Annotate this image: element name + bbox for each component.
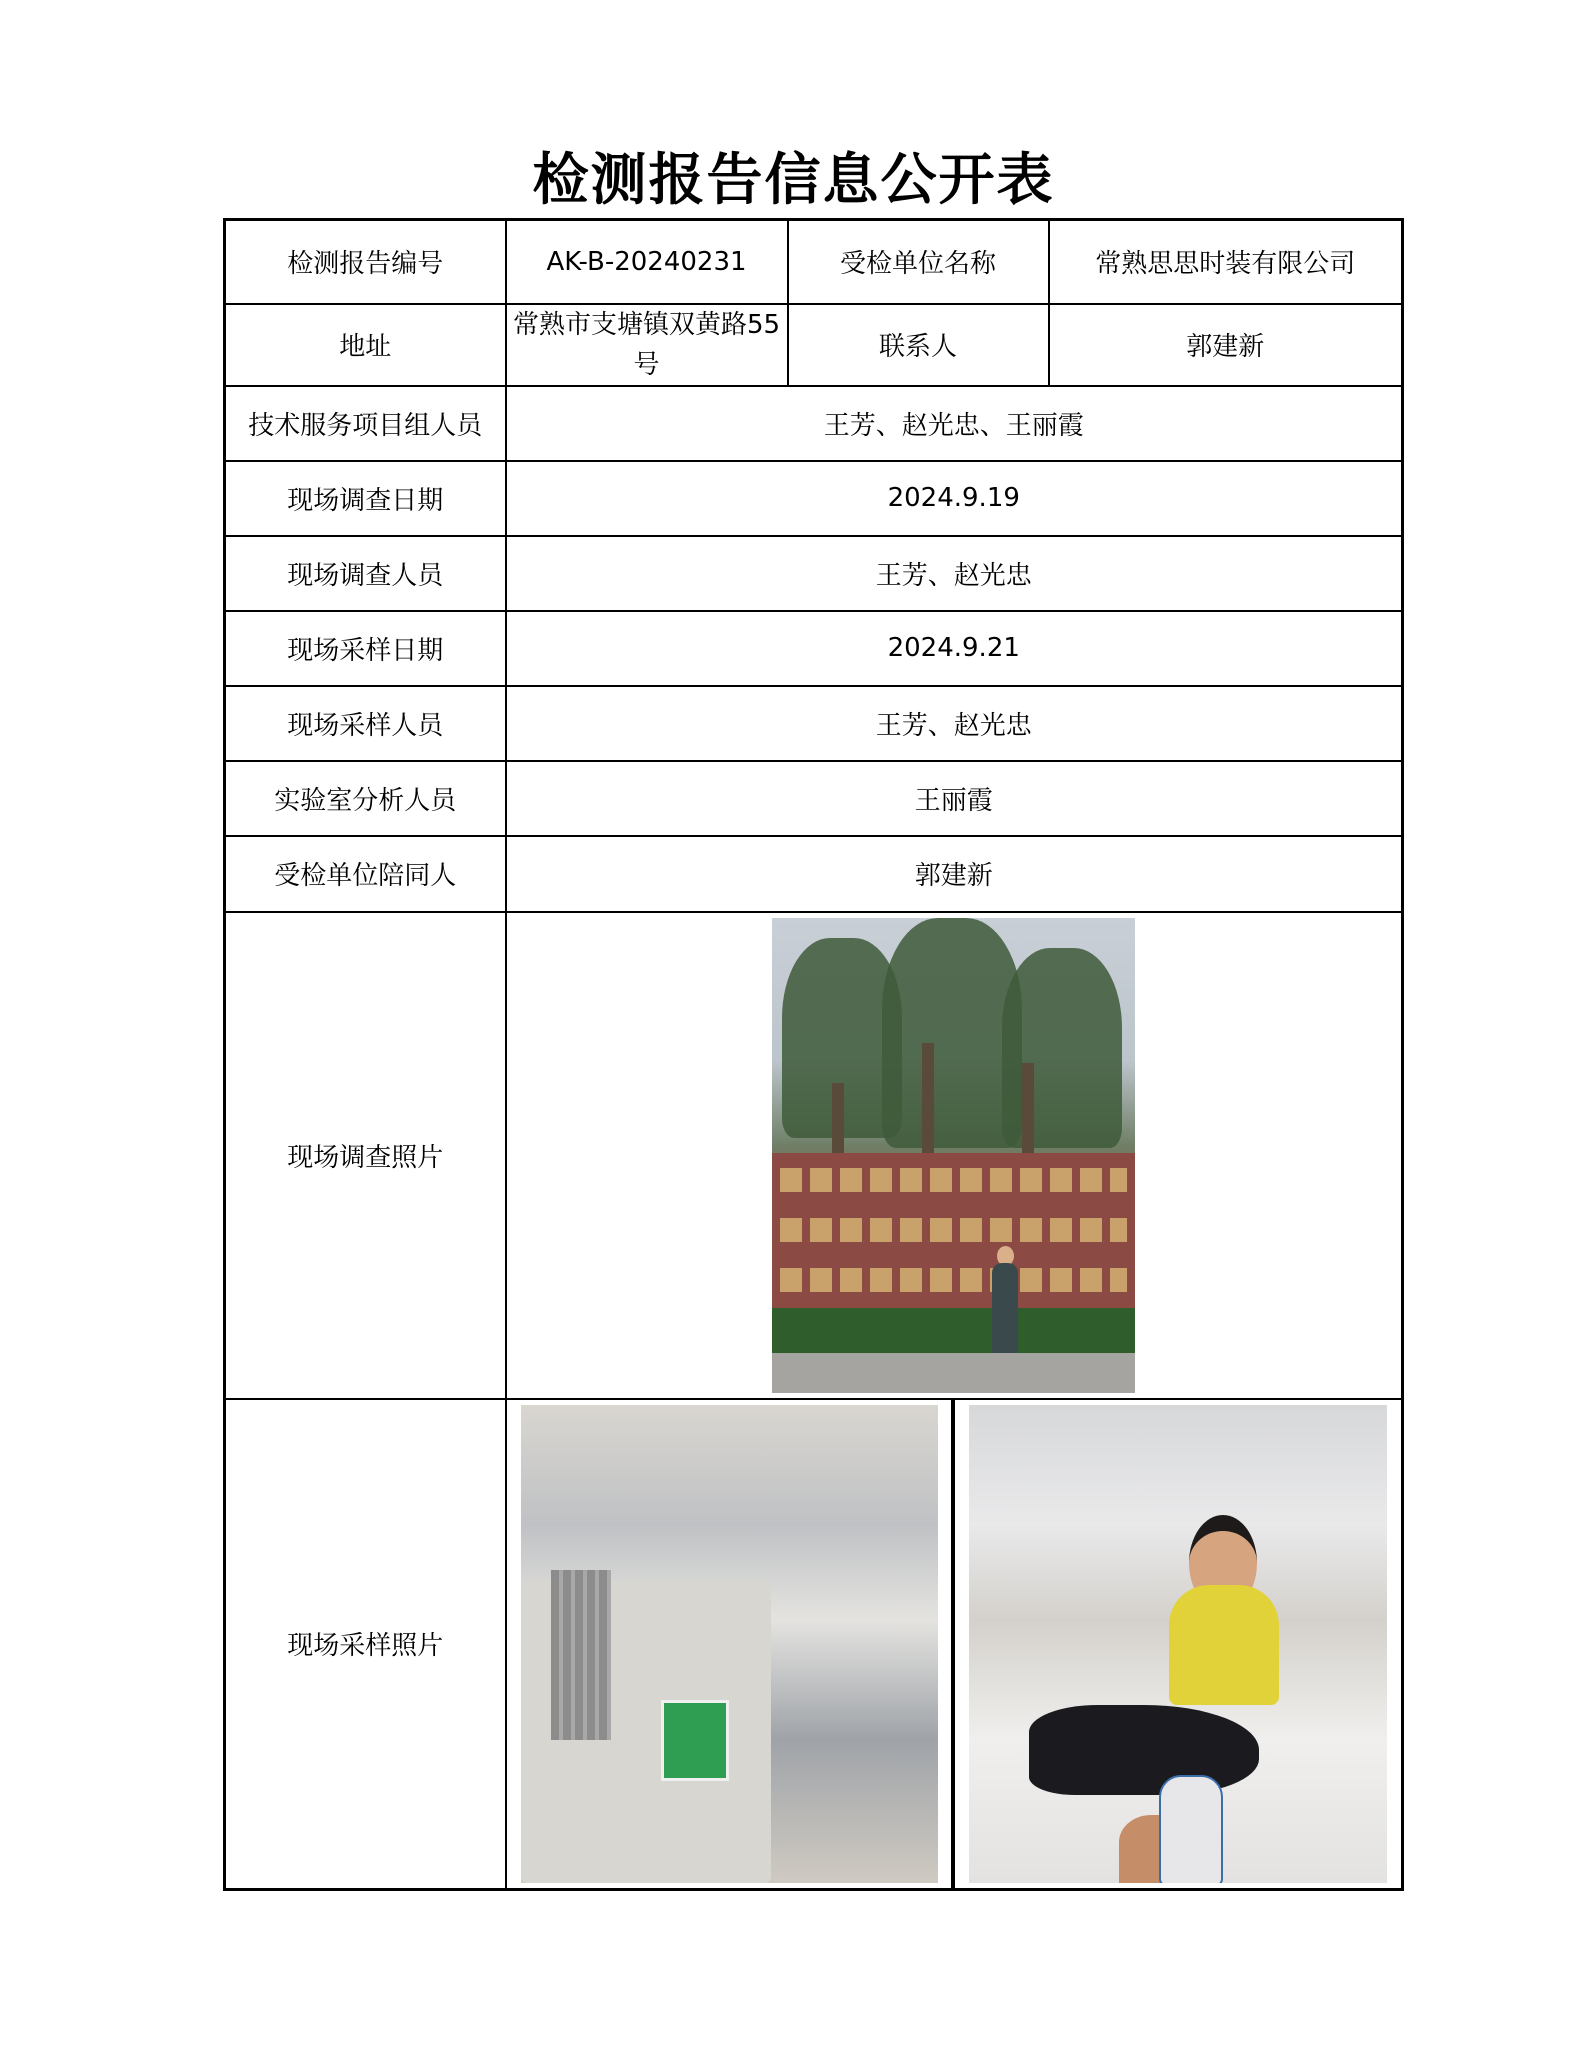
page-title: 检测报告信息公开表 [532, 147, 1055, 213]
table-row [225, 461, 1403, 536]
survey-staff-label: 现场调查人员 [225, 536, 506, 611]
lab-label: 实验室分析人员 [225, 761, 506, 836]
sampling-date-label: 现场采样日期 [225, 611, 506, 686]
sampling-photo-cell [506, 1399, 1403, 1890]
table-row [225, 304, 1403, 386]
sampling-photo-2 [969, 1405, 1387, 1883]
survey-photo-label: 现场调查照片 [225, 912, 506, 1399]
sampling-staff-label: 现场采样人员 [225, 686, 506, 761]
team-value: 王芳、赵光忠、王丽霞 [506, 386, 1403, 461]
photo-divider [951, 1400, 955, 1888]
report-no-label: 检测报告编号 [225, 220, 506, 304]
contact-value: 郭建新 [1049, 304, 1403, 386]
table-row [225, 1399, 1403, 1890]
survey-staff-value: 王芳、赵光忠 [506, 536, 1403, 611]
sampling-staff-value: 王芳、赵光忠 [506, 686, 1403, 761]
address-label: 地址 [225, 304, 506, 386]
sampling-photo-1 [521, 1405, 938, 1883]
table-row [225, 686, 1403, 761]
survey-photo-cell [506, 912, 1403, 1399]
team-label: 技术服务项目组人员 [225, 386, 506, 461]
survey-photo [772, 918, 1135, 1393]
table-row [225, 536, 1403, 611]
table-row [225, 912, 1403, 1399]
sampling-date-value: 2024.9.21 [506, 611, 1403, 686]
escort-label: 受检单位陪同人 [225, 836, 506, 912]
report-no-value: AK-B-20240231 [506, 220, 788, 304]
survey-date-label: 现场调查日期 [225, 461, 506, 536]
contact-label: 联系人 [788, 304, 1049, 386]
address-value: 常熟市支塘镇双黄路55号 [506, 304, 788, 386]
sampling-photo-label: 现场采样照片 [225, 1399, 506, 1890]
table-row [225, 761, 1403, 836]
lab-value: 王丽霞 [506, 761, 1403, 836]
table-row [225, 836, 1403, 912]
unit-value: 常熟思思时装有限公司 [1049, 220, 1403, 304]
survey-date-value: 2024.9.19 [506, 461, 1403, 536]
escort-value: 郭建新 [506, 836, 1403, 912]
unit-label: 受检单位名称 [788, 220, 1049, 304]
report-table [223, 218, 1404, 1891]
table-row [225, 611, 1403, 686]
table-row [225, 386, 1403, 461]
table-row [225, 220, 1403, 304]
